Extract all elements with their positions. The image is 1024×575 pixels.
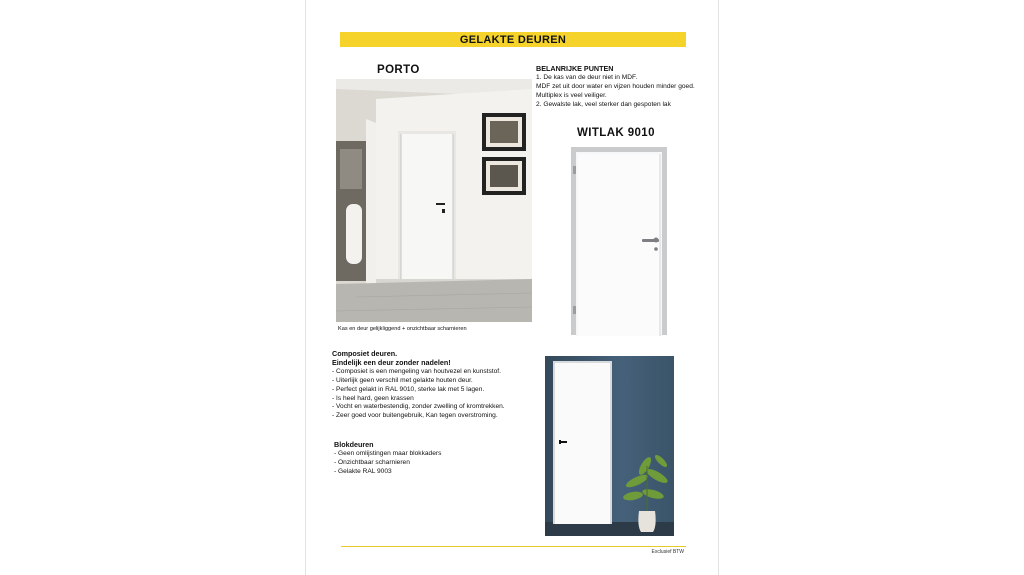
witlak-door-photo bbox=[570, 146, 668, 336]
witlak-title: WITLAK 9010 bbox=[577, 127, 655, 139]
banner-title: GELAKTE DEUREN bbox=[340, 32, 686, 47]
porto-caption: Kas en deur gelijkliggend + onzichtbaar scharnieren bbox=[338, 326, 467, 332]
composite-heading-2: Eindelijk een deur zonder nadelen! bbox=[332, 357, 451, 367]
composite-item: - Perfect gelakt in RAL 9010, sterke lak met 5 lagen. bbox=[332, 385, 485, 393]
blokdeuren-heading: Blokdeuren bbox=[334, 440, 374, 449]
footer-divider bbox=[341, 546, 686, 547]
porto-title: PORTO bbox=[377, 64, 420, 76]
composite-door-photo bbox=[545, 356, 674, 536]
document-page bbox=[306, 0, 718, 575]
footer-note: Exclusief BTW bbox=[651, 549, 684, 555]
composite-item: - Zeer goed voor buitengebruik, Kan tegen overstroming. bbox=[332, 412, 498, 420]
porto-door-photo bbox=[336, 79, 532, 322]
important-point-4: 2. Gewalste lak, veel sterker dan gespoten lak bbox=[536, 100, 671, 108]
important-points bbox=[536, 65, 721, 110]
blokdeuren-section bbox=[334, 441, 534, 477]
blokdeuren-item: - Onzichtbaar scharnieren bbox=[334, 458, 410, 466]
important-point-3: Multiplex is veel veiliger. bbox=[536, 91, 607, 99]
important-point-1: 1. De kas van de deur niet in MDF. bbox=[536, 73, 638, 81]
composite-heading-1: Composiet deuren. bbox=[332, 349, 398, 358]
composite-item: - Uiterlijk geen verschil met gelakte houten deur. bbox=[332, 376, 473, 384]
composite-item: - Composiet is een mengeling van houtvezel en kunststof. bbox=[332, 367, 501, 375]
important-point-2: MDF zet uit door water en vijzen houden minder goed. bbox=[536, 82, 695, 90]
important-points-heading: BELANRIJKE PUNTEN bbox=[536, 64, 614, 73]
composite-section bbox=[332, 350, 552, 421]
blokdeuren-item: - Gelakte RAL 9003 bbox=[334, 467, 392, 475]
composite-item: - Vocht en waterbestendig, zonder zwelling of kromtrekken. bbox=[332, 403, 505, 411]
blokdeuren-item: - Geen omlijstingen maar blokkaders bbox=[334, 449, 442, 457]
composite-item: - Is heel hard, geen krassen bbox=[332, 394, 414, 402]
